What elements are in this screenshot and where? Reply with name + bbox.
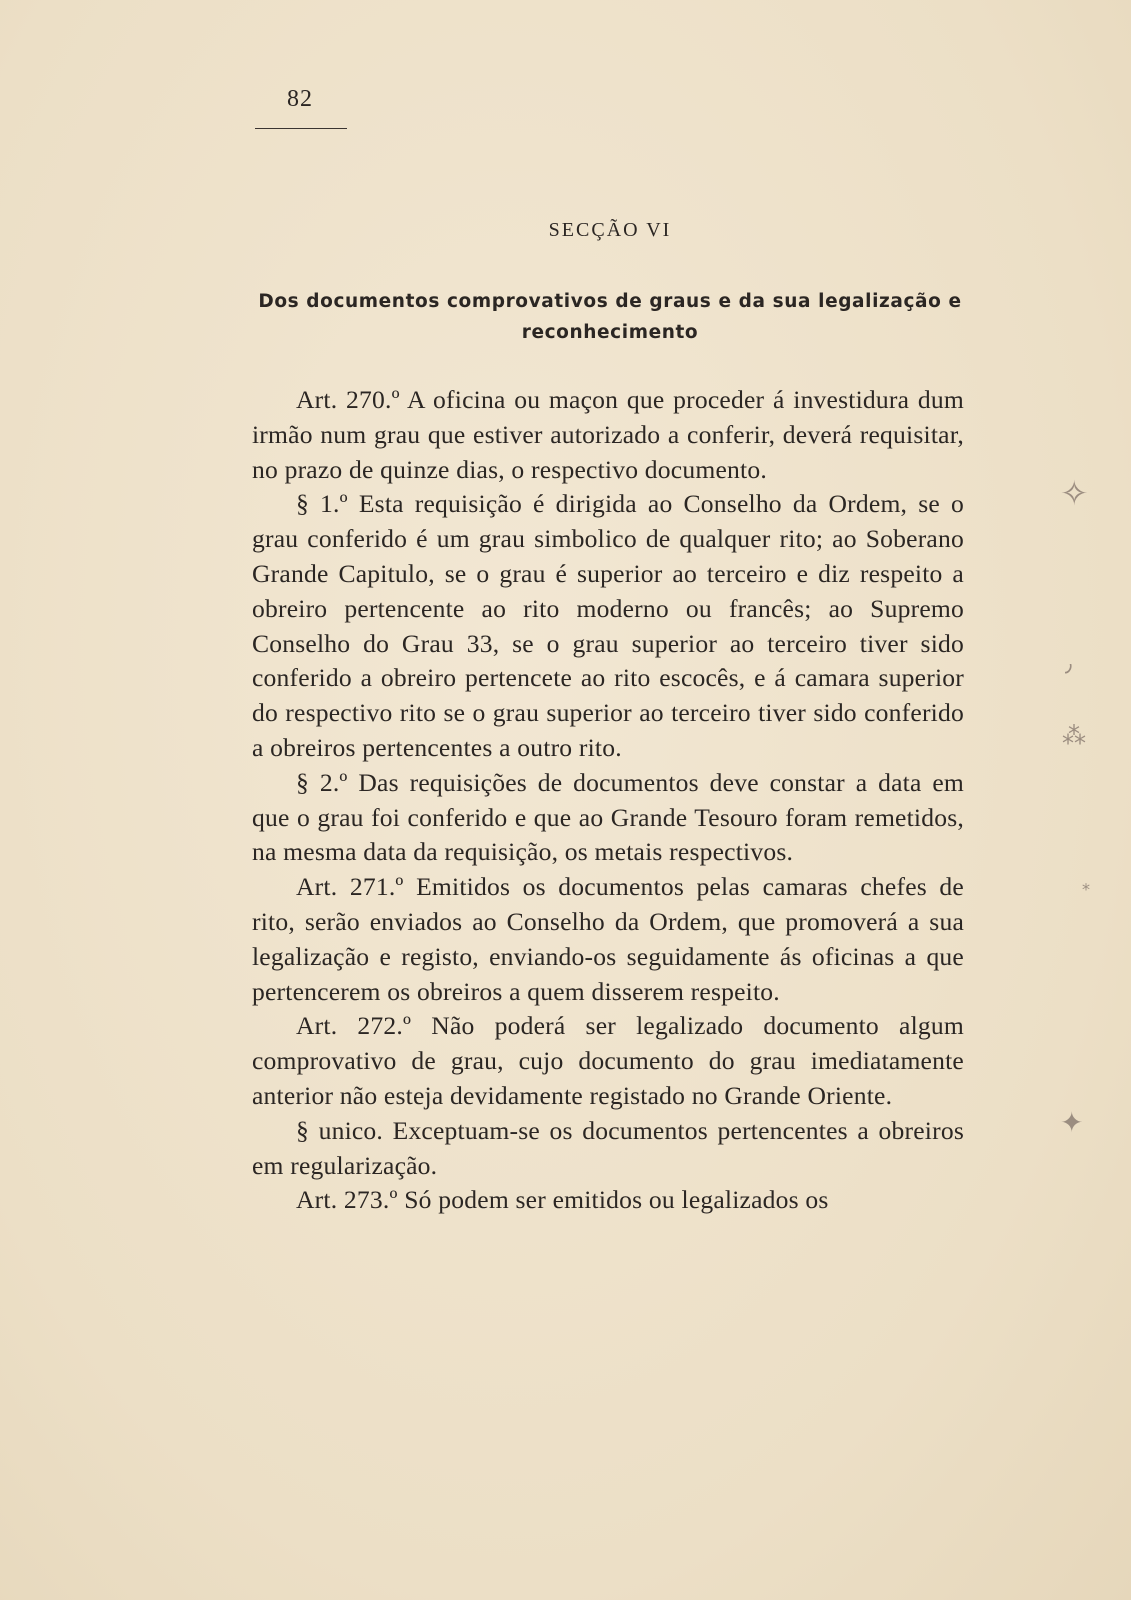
paragraph-art-270-par-1: § 1.º Esta requisição é dirigida ao Conselho da Ordem, se o grau conferido é um grau simbolico de qualquer rito; ao Soberano Grande Capitulo, se o grau é superior ao terceiro e diz respeito a obreiro pertencente ao rito moderno ou francês; ao Supremo Conselho do Grau 33, se o grau superior ao terceiro tiver sido conferido a obreiro pertencete ao rito escocês, e á camara superior do respectivo rito se o grau superior ao terceiro tiver sido conferido a obreiros pertencentes a outro rito. [252, 489, 964, 762]
page-number: 82 [287, 86, 313, 112]
paragraph-art-273: Art. 273.º Só podem ser emitidos ou legalizados os [296, 1185, 829, 1215]
section-heading: Dos documentos comprovativos de graus e da sua legalização e reconhecimento [258, 291, 962, 343]
ink-blot-mark: ⁎ [1082, 875, 1090, 894]
paragraph-art-270: Art. 270.º A oficina ou maçon que proceder á investidura dum irmão num grau que estiver autorizado a conferir, deverá requisitar, no prazo de quinze dias, o respectivo documento. [252, 385, 964, 484]
ink-blot-mark: ✦ [1060, 1106, 1084, 1139]
header-rule [255, 128, 347, 129]
section-title: SECÇÃO VI [548, 219, 672, 241]
paragraph-art-272-unico: § unico. Exceptuam-se os documentos pertencentes a obreiros em regularização. [252, 1115, 964, 1180]
body-text [252, 383, 964, 1218]
ink-blot-mark: ⁂ [1062, 722, 1086, 750]
paragraph-art-272: Art. 272.º Não poderá ser legalizado documento algum comprovativo de grau, cujo documento do grau imediatamente anterior não esteja devidamente registado no Grande Oriente. [252, 1011, 964, 1110]
ink-blot-mark: ٫ [1065, 652, 1073, 677]
paragraph-art-271: Art. 271.º Emitidos os documentos pelas camaras chefes de rito, serão enviados ao Conselho da Ordem, que promoverá a sua legalização e registo, enviando-os seguidamente ás oficinas a que pertencerem os obreiros a quem disserem respeito. [252, 872, 964, 1006]
ink-blot-mark: ✧ [1060, 474, 1089, 514]
paragraph-art-270-par-2: § 2.º Das requisições de documentos deve constar a data em que o grau foi conferido e que ao Grande Tesouro foram remetidos, na mesma data da requisição, os metais respectivos. [252, 767, 964, 867]
